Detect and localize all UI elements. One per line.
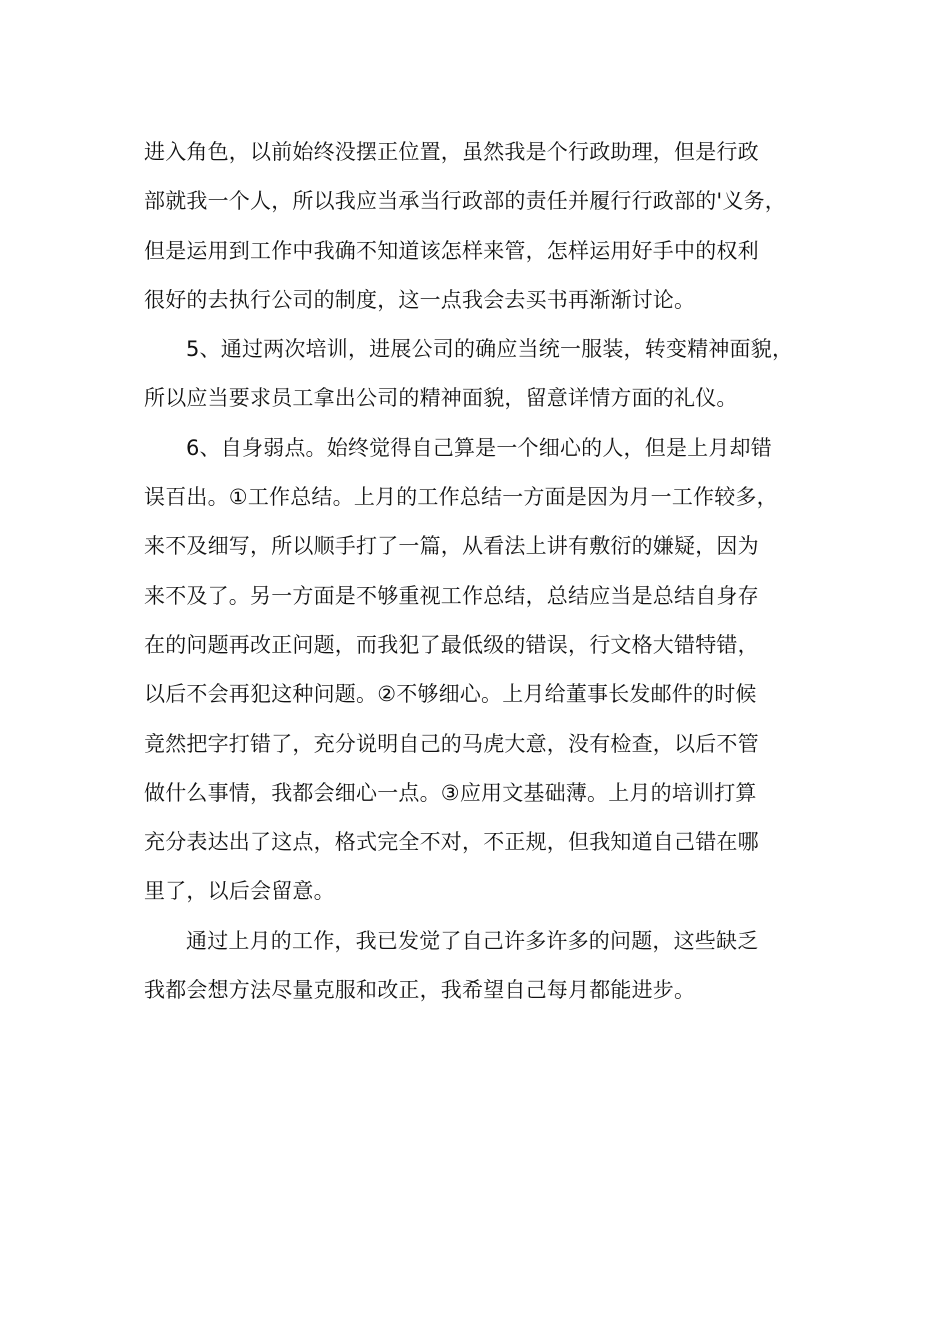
text-line: 进入角色，以前始终没摆正位置，虽然我是个行政助理，但是行政 [144,140,759,164]
document-body [144,128,834,1015]
text-line: 在的问题再改正问题，而我犯了最低级的错误，行文格大错特错， [144,632,759,657]
text-line: 5、通过两次培训，进展公司的确应当统一服装，转变精神面貌， [186,337,794,362]
text-line: 所以应当要求员工拿出公司的精神面貌，留意详情方面的礼仪。 [144,386,738,411]
text-line: 来不及了。另一方面是不够重视工作总结，总结应当是总结自身存 [144,583,759,608]
text-line: 误百出。①工作总结。上月的工作总结一方面是因为月一工作较多， [144,485,778,510]
text-line: 来不及细写，所以顺手打了一篇，从看法上讲有敷衍的嫌疑，因为 [144,534,759,559]
text-line: 6、自身弱点。始终觉得自己算是一个细心的人，但是上月却错 [186,435,772,460]
paragraph-role [144,128,834,325]
text-line: 我都会想方法尽量克服和改正，我希望自己每月都能进步。 [144,978,696,1003]
text-line: 通过上月的工作，我已发觉了自己许多许多的问题，这些缺乏 [186,928,759,953]
text-line: 部就我一个人，所以我应当承当行政部的责任并履行行政部的'义务， [144,189,786,214]
text-line: 做什么事情，我都会细心一点。③应用文基础薄。上月的培训打算 [144,780,757,805]
text-line: 很好的去执行公司的制度，这一点我会去买书再渐渐讨论。 [144,287,696,312]
paragraph-conclusion [144,917,834,1016]
text-line: 但是运用到工作中我确不知道该怎样来管，怎样运用好手中的权利 [144,238,759,263]
text-line: 充分表达出了这点，格式完全不对，不正规，但我知道自己错在哪 [144,830,759,855]
paragraph-item-6 [144,424,834,917]
text-line: 以后不会再犯这种问题。②不够细心。上月给董事长发邮件的时候 [144,682,757,707]
text-line: 竟然把字打错了，充分说明自己的马虎大意，没有检查，以后不管 [144,731,759,756]
text-line: 里了，以后会留意。 [144,879,335,904]
paragraph-item-5 [144,325,834,424]
